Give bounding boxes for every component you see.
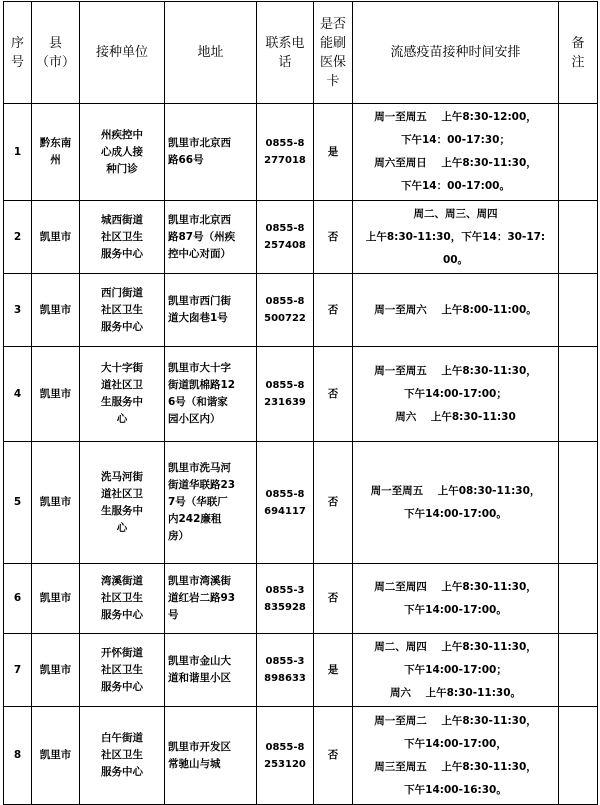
row-phone: 0855-8 257408 <box>257 201 314 274</box>
row-county: 凯里市 <box>32 347 80 442</box>
schedule-line: 周一至周五 上午8:30-12:00， <box>374 111 537 123</box>
row-schedule <box>353 442 559 564</box>
row-schedule <box>353 564 559 634</box>
row-unit: 白午街道 社区卫生 服务中心 <box>80 707 165 805</box>
header-insurance: 是否 能刷 医保 卡 <box>314 2 353 104</box>
row-unit: 湾溪街道 社区卫生 服务中心 <box>80 564 165 634</box>
row-phone: 0855-8 277018 <box>257 104 314 201</box>
row-index: 6 <box>4 564 32 634</box>
row-note <box>559 347 598 442</box>
header-county: 县 （市） <box>32 2 80 104</box>
row-schedule <box>353 274 559 347</box>
schedule-line: 下午14:00-17:00； <box>404 663 507 676</box>
schedule-line: 周二至周四 上午8:30-11:30， <box>374 580 537 593</box>
row-address: 凯里市西门街 道大囱巷1号 <box>165 274 257 347</box>
row-insurance: 是 <box>314 104 353 201</box>
schedule-line: 下午14:00-17:00。 <box>404 507 507 520</box>
schedule-line: 周一至周六 上午8:00-11:00。 <box>374 303 537 316</box>
header-row <box>4 2 598 104</box>
row-county: 黔东南 州 <box>32 104 80 201</box>
row-index: 4 <box>4 347 32 442</box>
row-insurance: 否 <box>314 274 353 347</box>
row-index: 5 <box>4 442 32 564</box>
table-row <box>4 564 598 634</box>
row-schedule <box>353 201 559 274</box>
row-index: 8 <box>4 707 32 805</box>
row-county: 凯里市 <box>32 274 80 347</box>
vaccination-schedule-table <box>3 1 598 805</box>
row-unit: 洗马河街 道社区卫 生服务中 心 <box>80 442 165 564</box>
row-phone: 0855-3 835928 <box>257 564 314 634</box>
row-unit: 开怀街道 社区卫生 服务中心 <box>80 634 165 707</box>
row-address: 凯里市金山大 道和谐里小区 <box>165 634 257 707</box>
row-phone: 0855-8 694117 <box>257 442 314 564</box>
table-row <box>4 634 598 707</box>
row-phone: 0855-8 231639 <box>257 347 314 442</box>
row-county: 凯里市 <box>32 442 80 564</box>
row-address: 凯里市大十字 街道凯棉路12 6号（和谐家 园小区内） <box>165 347 257 442</box>
header-phone: 联系电 话 <box>257 2 314 104</box>
header-index: 序 号 <box>4 2 32 104</box>
schedule-line: 下午14:00-17:00； <box>404 387 507 400</box>
row-address: 凯里市开发区 常驰山与城 <box>165 707 257 805</box>
schedule-line: 上午8:30-11:30，下午14：30-17: <box>365 230 546 243</box>
row-index: 7 <box>4 634 32 707</box>
row-note <box>559 634 598 707</box>
table-row <box>4 347 598 442</box>
schedule-line: 00。 <box>442 253 469 266</box>
schedule-line: 下午14：00-17:30； <box>400 134 510 146</box>
header-address: 地址 <box>165 2 257 104</box>
table-row <box>4 707 598 805</box>
row-schedule <box>353 634 559 707</box>
row-note <box>559 442 598 564</box>
row-note <box>559 707 598 805</box>
row-county: 凯里市 <box>32 201 80 274</box>
row-note <box>559 201 598 274</box>
row-phone: 0855-8 253120 <box>257 707 314 805</box>
row-insurance: 否 <box>314 442 353 564</box>
row-county: 凯里市 <box>32 707 80 805</box>
schedule-line: 周一至周二 上午8:30-11:30， <box>374 714 537 727</box>
table-row <box>4 104 598 201</box>
row-phone: 0855-8 500722 <box>257 274 314 347</box>
header-unit: 接种单位 <box>80 2 165 104</box>
row-note <box>559 274 598 347</box>
row-county: 凯里市 <box>32 564 80 634</box>
row-schedule <box>353 707 559 805</box>
header-note: 备 注 <box>559 2 598 104</box>
row-index: 2 <box>4 201 32 274</box>
row-unit: 州疾控中 心成人接 种门诊 <box>80 104 165 201</box>
table-row <box>4 442 598 564</box>
row-unit: 西门街道 社区卫生 服务中心 <box>80 274 165 347</box>
row-schedule <box>353 104 559 201</box>
row-insurance: 否 <box>314 707 353 805</box>
schedule-line: 下午14:00-16:30。 <box>404 783 507 796</box>
schedule-line: 下午14：00-17:00。 <box>400 180 510 192</box>
table-row <box>4 274 598 347</box>
row-insurance: 否 <box>314 564 353 634</box>
row-unit: 大十字街 道社区卫 生服务中 心 <box>80 347 165 442</box>
row-unit: 城西街道 社区卫生 服务中心 <box>80 201 165 274</box>
schedule-line: 周三至周五 上午8:30-11:30， <box>374 760 537 773</box>
row-index: 3 <box>4 274 32 347</box>
schedule-line: 下午14:00-17:00， <box>404 737 507 750</box>
row-insurance: 是 <box>314 634 353 707</box>
schedule-line: 周六至周日 上午8:30-11:30， <box>374 157 537 169</box>
schedule-line: 周一至周五 上午8:30-11:30， <box>374 364 537 377</box>
row-note <box>559 564 598 634</box>
row-insurance: 否 <box>314 201 353 274</box>
row-address: 凯里市北京西 路87号（州疾 控中心对面） <box>165 201 257 274</box>
row-phone: 0855-3 898633 <box>257 634 314 707</box>
header-schedule: 流感疫苗接种时间安排 <box>353 2 559 104</box>
row-schedule <box>353 347 559 442</box>
schedule-line: 周一至周五 上午08:30-11:30， <box>370 484 541 497</box>
schedule-line: 周六 上午8:30-11:30 <box>395 410 516 423</box>
row-county: 凯里市 <box>32 634 80 707</box>
row-address: 凯里市洗马河 街道华联路23 7号（华联厂 内242廉租 房） <box>165 442 257 564</box>
schedule-line: 下午14:00-17:00。 <box>404 603 507 616</box>
row-address: 凯里市湾溪街 道红岩二路93 号 <box>165 564 257 634</box>
table-row <box>4 201 598 274</box>
row-index: 1 <box>4 104 32 201</box>
row-address: 凯里市北京西 路66号 <box>165 104 257 201</box>
row-insurance: 否 <box>314 347 353 442</box>
row-note <box>559 104 598 201</box>
schedule-line: 周二、周四 上午8:30-11:30， <box>374 640 537 653</box>
schedule-line: 周二、周三、周四 <box>413 207 498 220</box>
schedule-line: 周六 上午8:30-11:30。 <box>389 686 522 699</box>
